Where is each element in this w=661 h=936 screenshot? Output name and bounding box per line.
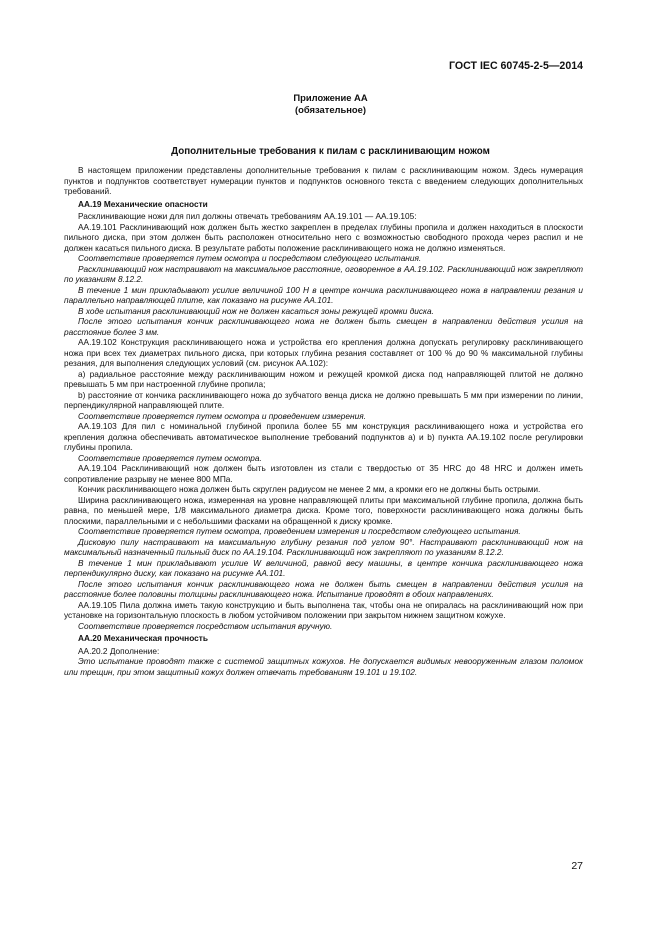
paragraph: Расклинивающий нож настраивают на максимальное расстояние, оговоренное в АА.19.102. Расклинивающий нож закрепляют по указаниям 8.12.2.	[64, 263, 583, 284]
paragraph: АА.19.105 Пила должна иметь такую конструкцию и быть выполнена так, чтобы она не опиралась на расклинивающий нож при установке на горизонтальную плоскость в любом устойчивом положении при закрытом нижнем защитном кожухе.	[64, 599, 583, 620]
paragraph: В течение 1 мин прикладывают усилие величиной 100 Н в центре кончика расклинивающего ножа в направлении резания и параллельно направляющей плите, как показано на рисунке АА.101.	[64, 284, 583, 305]
paragraph: Расклинивающие ножи для пил должны отвечать требованиям АА.19.101 — АА.19.105:	[78, 211, 417, 221]
section-heading: АА.19 Механические опасности	[78, 198, 208, 209]
appendix-title: Приложение АА	[293, 92, 368, 103]
paragraph: АА.19.104 Расклинивающий нож должен быть изготовлен из стали с твердостью от 35 HRC до 48 HRC и должен иметь сопротивление разрыву не менее 800 МПа.	[64, 463, 583, 484]
paragraph: b) расстояние от кончика расклинивающего ножа до зубчатого венца диска не должно превышать 5 мм при измерении по линии, перпендикулярной направляющей плите.	[64, 389, 583, 410]
document-body	[64, 165, 583, 677]
appendix-heading	[0, 92, 661, 116]
paragraph: Это испытание проводят также с системой защитных кожухов. Не допускается видимых невооруженным глазом поломок или трещин, при этом защитный кожух должен отвечать требованиям 19.101 и 19.102.	[64, 656, 583, 677]
paragraph: Соответствие проверяется путем осмотра и проведением измерения.	[78, 410, 366, 421]
paragraph: Соответствие проверяется путем осмотра и посредством следующего испытания.	[78, 253, 422, 263]
paragraph: В ходе испытания расклинивающий нож не должен касаться зоны режущей кромки диска.	[78, 305, 434, 316]
section-title: Дополнительные требования к пилам с расклинивающим ножом	[171, 146, 490, 157]
paragraph: В настоящем приложении представлены дополнительные требования к пилам с расклинивающим ножом. Здесь нумерация пунктов и подпунктов соответствует нумерации пунктов и подпунктов основного текста с введением следующих дополнительных требований.	[64, 165, 583, 196]
paragraph: АА.19.101 Расклинивающий нож должен быть жестко закреплен в пределах глубины пропила и должен находиться в плоскости пильного диска, при этом должен быть расположен относительно него с возможностью свободного прохода через распил и не должен касаться пильного диска. В результате работы положение расклинивающего ножа не должно изменяться.	[64, 221, 583, 253]
paragraph: Кончик расклинивающего ножа должен быть скруглен радиусом не менее 2 мм, а кромки его не должны быть острыми.	[78, 484, 541, 494]
paragraph: Соответствие проверяется путем осмотра.	[78, 452, 262, 463]
appendix-subtitle: (обязательное)	[295, 104, 366, 115]
paragraph: Ширина расклинивающего ножа, измеренная на уровне направляющей плиты при максимальной глубине пропила, должна быть равна, по меньшей мере, 1/8 максимального диаметра диска. Кроме того, поверхности расклинивающего ножа должны быть плоскими, параллельными и с небольшими фасками на обращенной к диску кромке.	[64, 494, 583, 526]
section-heading: АА.20 Механическая прочность	[78, 633, 208, 643]
paragraph: АА.19.103 Для пил с номинальной глубиной пропила более 55 мм конструкция расклинивающего ножа и устройства его крепления должна обеспечивать автоматическое выполнение требований подпунктов a) и b) пункта АА.19.102 после регулировки глубины пропила.	[64, 421, 583, 452]
paragraph: Соответствие проверяется посредством испытания вручную.	[78, 620, 333, 631]
paragraph: В течение 1 мин прикладывают усилие W величиной, равной весу машины, в центре кончика расклинивающего ножа перпендикулярно диску, как показано на рисунке АА.101.	[64, 557, 583, 578]
page-number: 27	[571, 860, 583, 872]
paragraph: Соответствие проверяется путем осмотра, проведением измерения и посредством следующего испытания.	[78, 526, 521, 536]
standard-id: ГОСТ IEC 60745-2-5—2014	[449, 60, 583, 72]
paragraph: АА.19.102 Конструкция расклинивающего ножа и устройства его крепления должна допускать регулировку расклинивающего ножа при всех тех диаметрах пильного диска, при которых глубина резания составляет от 100 % до 90 % максимальной глубины резания, для выполнения следующих условий (см. рисунок АА.102):	[64, 337, 583, 368]
paragraph: После этого испытания кончик расклинивающего ножа не должен быть смещен в направлении действия усилия на расстояние более 3 мм.	[64, 316, 583, 337]
paragraph: a) радиальное расстояние между расклинивающим ножом и режущей кромкой диска под направляющей плитой не должно превышать 5 мм при настроенной глубине пропила;	[64, 368, 583, 389]
paragraph: После этого испытания кончик расклинивающего ножа не должен быть смещен в направлении действия усилия на расстояние более половины толщины расклинивающего ножа. Испытание проводят в обоих направлениях.	[64, 578, 583, 599]
paragraph: Дисковую пилу настраивают на максимальную глубину резания под углом 90°. Настраивают расклинивающий нож на максимальный назначенный пильный диск по АА.19.104. Расклинивающий нож закрепляют по указаниям 8.12.2.	[64, 536, 583, 557]
paragraph: АА.20.2 Дополнение:	[78, 645, 160, 656]
